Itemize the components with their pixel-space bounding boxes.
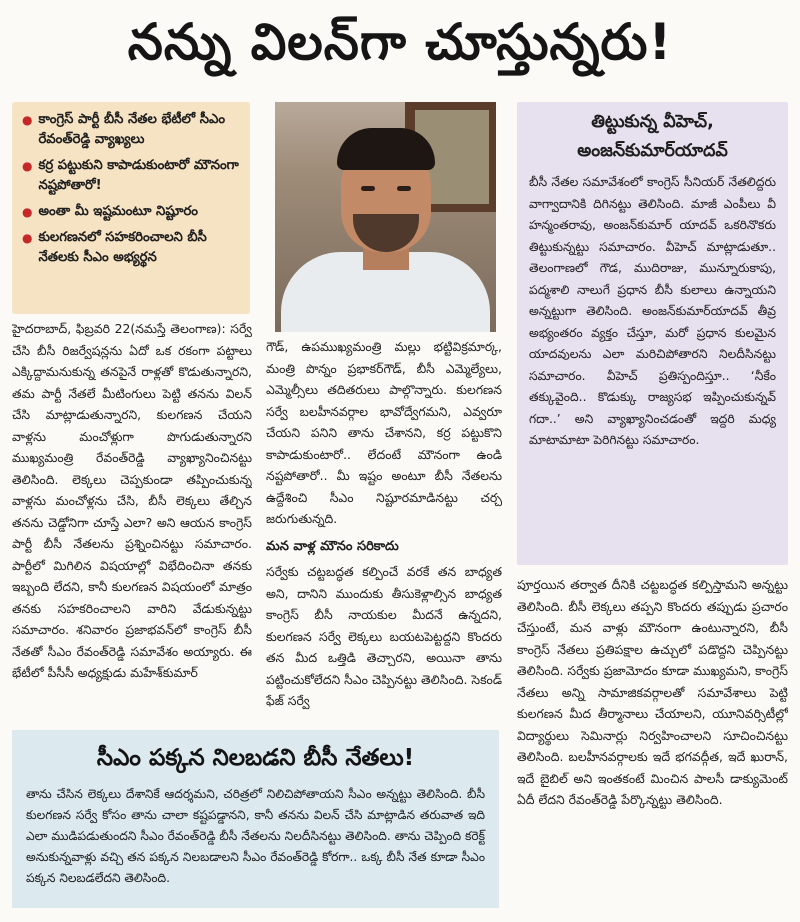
middle-text-a: గౌడ్‌, ఉపముఖ్యమంత్రి మల్లు భట్టివిక్రమార్క, మంత్రి పొన్నం ప్రభాకర్‌గౌడ్‌, బీసీ ఎమ్మెల్యేలు, ఎమ్మెల్సీలు తదితరులు పాల్గొన్నారు. కులగణన సర్వే బలహీనవర్గాల భావోద్వేగమని, ఎవ్వరూ చేయని పనిని తాను చేశానని, కర్ర పట్టుకొని కాపాడుకుంటారో.. లేదంటే మౌనంగా ఉండి నష్టపోతారో.. మీ ఇష్టం అంటూ బీసీ నేతలను ఉద్దేశించి సీఎం నిష్టూరమాడినట్టు చర్చ జరుగుతున్నది. xyxy=(266,339,502,526)
sidebar-box xyxy=(517,102,788,565)
middle-column xyxy=(266,336,502,721)
sidebar-title: తిట్టుకున్న వీహెచ్‌, అంజన్‌కుమార్‌యాదవ్‌ xyxy=(577,112,728,161)
bottom-box xyxy=(12,730,499,908)
right-column-text: పూర్తయిన తర్వాత దీనికి చట్టబద్ధత కల్పిస్తామని అన్నట్టు తెలిసింది. బీసీ లెక్కలు తప్పని కొందరు తప్పుడు ప్రచారం చేస్తుంటే, మన వాళ్లు మౌనంగా ఉంటున్నారని, బీసీ కాంగ్రెస్‌ నేతలు ప్రతిపక్షాల ఉచ్చులో పడొద్దని చెప్పినట్టు తెలిసింది. సర్వేకు ప్రజామోదం కూడా ముఖ్యమని, కాంగ్రెస్‌ నేతలు అన్ని సామాజికవర్గాలతో సమావేశాలు పెట్టి కులగణన మీద తీర్మానాలు చేయాలని, యూనివర్సిటీల్లో విద్యార్థులు సెమినార్లు నిర్వహించాలని సూచించినట్టు తెలిసింది. బలహీనవర్గాలకు ఇదే భగవద్గీత, ఇదే ఖురాన్‌, ఇదే బైబిల్‌ అని ఇంతకంటే మించిన పాలసీ డాక్యుమెంట్‌ ఏదీ లేదని రేవంత్‌రెడ్డి పేర్కొన్నట్టు తెలిసింది. xyxy=(517,577,788,807)
middle-text-b: సర్వేకు చట్టబద్ధత కల్పించే వరకే తన బాధ్యత అని, దానిని ముందుకు తీసుకెళ్లాల్సిన బాధ్యత కాంగ్రెస్‌ బీసీ నాయకుల మీదనే ఉన్నదని, కులగణన సర్వే లెక్కలు బయటపెట్టద్దని కొందరు తన మీద ఒత్తిడి తెచ్చారని, అయినా తాను పట్టించుకోలేదని సీఎం చెప్పినట్టు తెలిసింది. సెకండ్‌ ఫేజ్‌ సర్వే xyxy=(266,564,502,708)
page-headline: నన్ను విలన్‌గా చూస్తున్నరు! xyxy=(127,12,673,71)
bottom-box-title: సీఎం పక్కన నిలబడని బీసీ నేతలు! xyxy=(96,745,415,771)
highlights-box xyxy=(12,102,250,314)
highlight-item: ● కాంగ్రెస్ పార్టీ బీసీ నేతల భేటీలో సీఎం రేవంత్‌రెడ్డి వ్యాఖ్యలు xyxy=(22,110,242,150)
left-column-text: హైదరాబాద్‌, ఫిబ్రవరి 22(నమస్తే తెలంగాణ): సర్వే చేసి బీసీ రిజర్వేషన్లను ఏదో ఒక రకంగా పట్టాలు ఎక్కిద్దామనుకున్న తనపైనే రాళ్లతో కొడుతున్నారని, తమ పార్టీ నేతలే మీటింగులు పెట్టి తనను విలన్‌ చేసి మాట్లాడుతున్నారని, కులగణన చేయని వాళ్లను మంచోళ్లుగా పొగుడుతున్నారని ముఖ్యమంత్రి రేవంత్‌రెడ్డి వ్యాఖ్యానించినట్టు తెలిసింది. లెక్కలు చెప్పకుండా తప్పించుకున్న వాళ్లను మంచోళ్లను చేసి, బీసీ లెక్కలు తేల్చిన తనను చెడ్డోనిగా చూస్తే ఎలా? అని ఆయన కాంగ్రెస్‌ పార్టీ బీసీ నేతలను ప్రశ్నించినట్టు సమాచారం. పార్టీలో మిగిలిన విషయాల్లో విభేదించినా తనకు ఇబ్బంది లేదని, కానీ కులగణన విషయంలో మాత్రం తనకు సహకరించాలని వారిని వేడుకున్నట్టు సమాచారం. శనివారం ప్రజాభవన్‌లో కాంగ్రెస్‌ బీసీ నేతతో సీఎం రేవంత్‌రెడ్డి సమావేశం అయ్యారు. ఈ భేటీలో పీసీసీ అధ్యక్షుడు మహేశ్‌కుమార్‌ xyxy=(12,321,252,680)
bullet-dot-icon: ● xyxy=(22,205,33,219)
sidebar-body: బీసీ నేతల సమావేశంలో కాంగ్రెస్‌ సీనియర్‌ నేతలిద్దరు వాగ్వాదానికి దిగినట్టు తెలిసింది. మాజీ ఎంపీలు వీ హన్మంతరావు, అంజన్‌కుమార్‌ యాదవ్‌ ఒకరినొకరు తిట్టుకున్నట్టు సమాచారం. వీహెచ్‌ మాట్లాడుతూ.. తెలంగాణలో గౌడ, ముదిరాజు, మున్నూరుకాపు, పద్మశాలి నాలుగే ప్రధాన బీసీ కులాలు ఉన్నాయని అన్నట్టుగా తెలిసింది. అంజన్‌కుమార్‌యాదవ్‌ తీవ్ర అభ్యంతరం వ్యక్తం చేస్తూ, మరో ప్రధాన కులమైన యాదవులను ఎలా మరిచిపోతారని నిలదీసినట్టు సమాచారం. వీహెచ్‌ ప్రతిస్పందిస్తూ.. ‘నీకేం తక్కువైంది.. కొడుక్కు రాజ్యసభ ఇప్పించుకున్నవ్‌ గదా..’ అని వ్యాఖ్యానించడంతో ఇద్దరి మధ్య మాటామాటా పెరిగినట్టు సమాచారం. xyxy=(529,175,776,447)
portrait-photo xyxy=(275,102,496,332)
bullet-dot-icon: ● xyxy=(22,113,33,127)
middle-subheading: మన వాళ్ల మౌనం సరికాదు xyxy=(266,538,399,554)
highlight-item: ● అంతా మీ ఇష్టమంటూ నిష్టూరం xyxy=(22,202,242,222)
highlight-item: ● కర్ర పట్టుకుని కాపాడుకుంటారో మౌనంగా నష్టపోతారో! xyxy=(22,156,242,196)
bottom-box-body: తాను చేసిన లెక్కలు దేశానికే ఆదర్శమని, చరిత్రలో నిలిచిపోతాయని సీఎం అన్నట్టు తెలిసింది. బీసీ కులగణన సర్వే కోసం తాను చాలా కష్టపడ్డానని, కానీ తనను విలన్‌ చేసి మాట్లాడిన తరువాత ఇది ఎలా ముడిపడుతుందని సీఎం రేవంత్‌రెడ్డి బీసీ నేతలను నిలదీసినట్టు తెలిసింది. తాను చెప్పింది కరెక్ట్‌ అనుకున్నవాళ్లు వచ్చి తన పక్కన నిలబడాలని సీఎం రేవంత్‌రెడ్డి కోరగా.. ఒక్క బీసీ నేత కూడా సీఎం పక్కన నిలబడలేదని తెలిసింది. xyxy=(26,787,485,885)
highlight-item: ● కులగణనలో సహకరించాలని బీసీ నేతలకు సీఎం అభ్యర్థన xyxy=(22,228,242,268)
bullet-dot-icon: ● xyxy=(22,231,33,245)
bullet-dot-icon: ● xyxy=(22,159,33,173)
